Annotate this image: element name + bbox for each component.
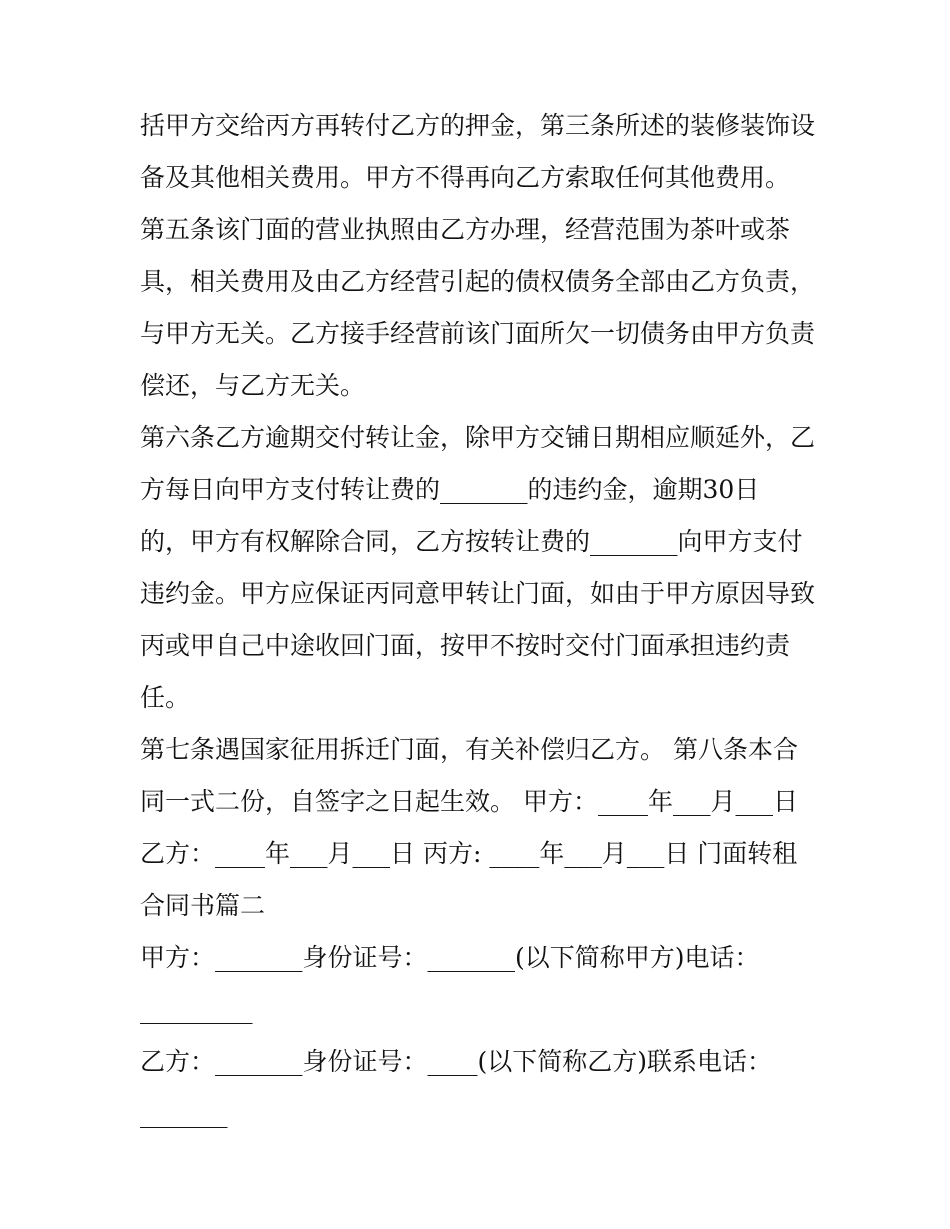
text-line: 方每日向甲方支付转让费的_______的违约金，逾期30日 [140,475,760,504]
text-line: 违约金。甲方应保证丙同意甲转让门面，如由于甲方原因导致 [140,579,816,608]
text-line: 第六条乙方逾期交付转让金，除甲方交铺日期相应顺延外，乙 [140,423,816,452]
text-line: _________ [140,995,253,1024]
text-line: 任。 [140,683,191,712]
text-line: 的，甲方有权解除合同，乙方按转让费的_______向甲方支付 [140,527,803,556]
text-line: 同一式二份，自签字之日起生效。 甲方：____年___月___日 [140,787,798,816]
text-line: 备及其他相关费用。甲方不得再向乙方索取任何其他费用。 [140,163,791,192]
text-line: 合同书篇二 [140,891,266,920]
text-line: 具，相关费用及由乙方经营引起的债权债务全部由乙方负责， [140,267,816,296]
text-line: _______ [140,1099,228,1128]
text-line: 乙方：____年___月___日 丙方: ____年___月___日 门面转租 [140,839,798,868]
text-line: 偿还，与乙方无关。 [140,371,366,400]
text-line: 括甲方交给丙方再转付乙方的押金，第三条所述的装修装饰设 [140,111,816,140]
text-line: 第七条遇国家征用拆迁门面，有关补偿归乙方。 第八条本合 [140,735,798,764]
text-line: 乙方：_______身份证号：____(以下简称乙方)联系电话： [140,1047,773,1076]
text-line: 丙或甲自己中途收回门面，按甲不按时交付门面承担违约责 [140,631,791,660]
text-line: 与甲方无关。乙方接手经营前该门面所欠一切债务由甲方负责 [140,319,816,348]
text-line: 第五条该门面的营业执照由乙方办理，经营范围为茶叶或茶 [140,215,791,244]
contract-text [140,100,820,1140]
text-line: 甲方：_______身份证号：_______(以下简称甲方)电话： [140,943,760,972]
